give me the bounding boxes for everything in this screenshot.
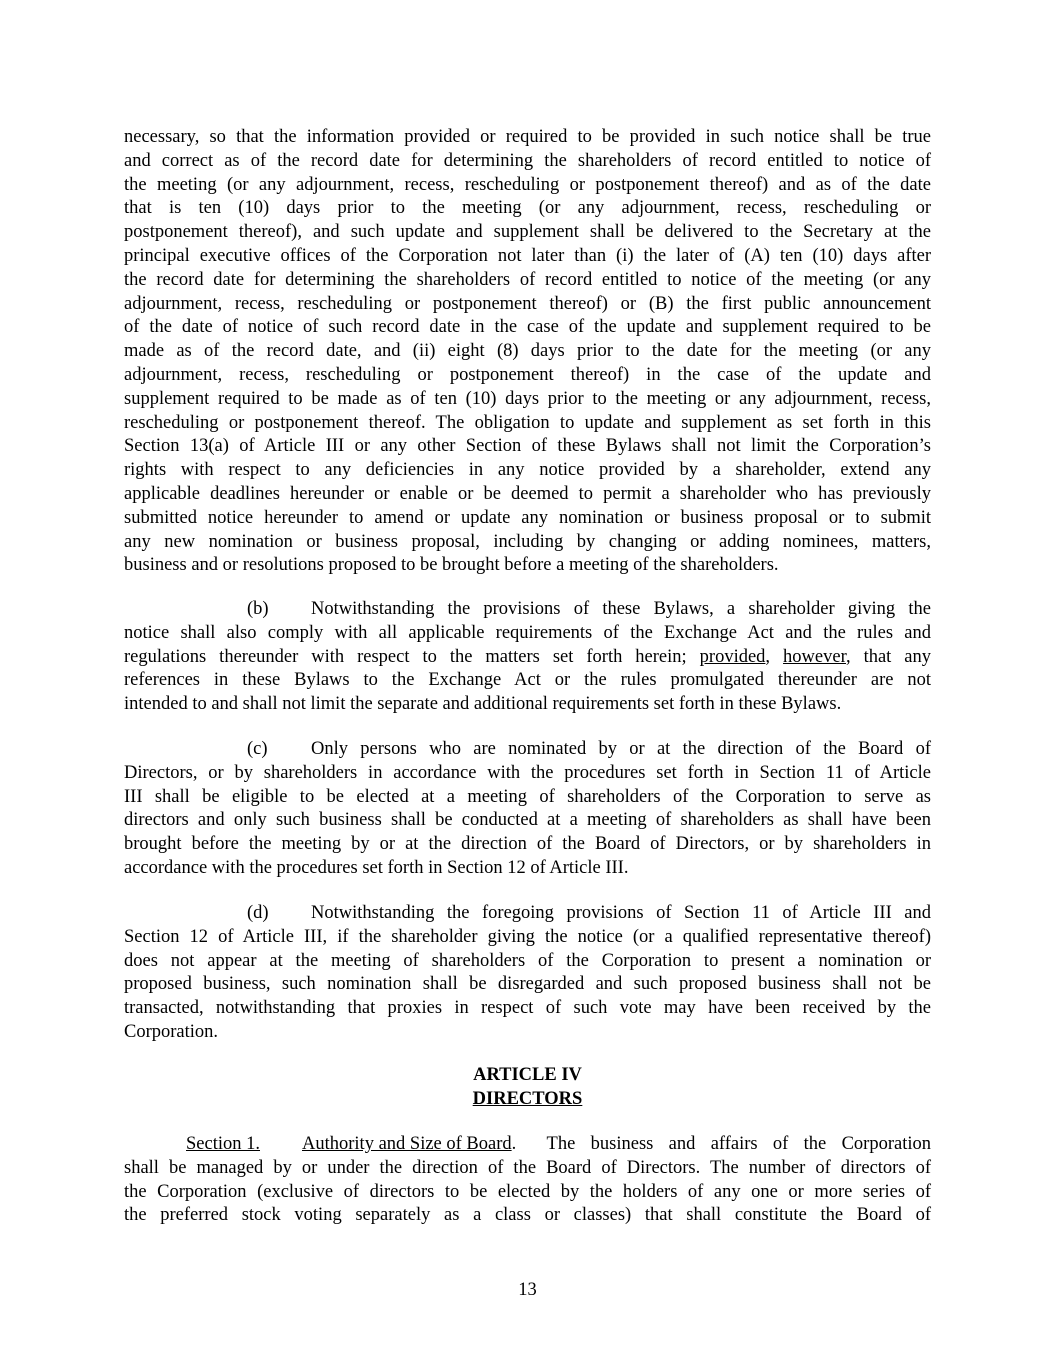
paragraph-line: references in these Bylaws to the Exchange Act or the rules promulgated thereunder are not [124, 670, 931, 691]
section-heading: Authority and Size of Board [302, 1134, 512, 1154]
paragraph-label: (b) [247, 599, 269, 619]
paragraph-line: does not appear at the meeting of shareholders of the Corporation to present a nomination or [124, 950, 931, 971]
paragraph-line: the meeting (or any adjournment, recess, rescheduling or postponement thereof) and as of the date [124, 174, 931, 195]
paragraph-line: directors and only such business shall be conducted at a meeting of shareholders as shall have been [124, 810, 931, 831]
article-heading [124, 1064, 931, 1112]
paragraph-line: Section 13(a) of Article III or any other Section of these Bylaws shall not limit the Corporation’s [124, 436, 931, 457]
paragraph-line: necessary, so that the information provided or required to be provided in such notice shall be true [124, 127, 931, 147]
paragraph-line: submitted notice hereunder to amend or update any nomination or business proposal or to submit [124, 507, 931, 528]
paragraph-line: business and or resolutions proposed to be brought before a meeting of the shareholders. [124, 555, 779, 576]
paragraph-line: rights with respect to any deficiencies in any notice provided by a shareholder, extend any [124, 460, 931, 481]
paragraph-line: supplement required to be made as of ten (10) days prior to the meeting or any adjournment, recess, [124, 388, 931, 409]
paragraph-line: adjournment, recess, rescheduling or postponement thereof) or (B) the first public announcement [124, 293, 931, 314]
paragraph-line: brought before the meeting by or at the direction of the Board of Directors, or by shareholders in [124, 834, 931, 855]
paragraph-line: transacted, notwithstanding that proxies in respect of such vote may have been received by the [124, 998, 931, 1019]
paragraph-line: adjournment, recess, rescheduling or postponement thereof) in the case of the update and [124, 364, 931, 385]
article-title: DIRECTORS [472, 1088, 583, 1109]
paragraph-line: intended to and shall not limit the separate and additional requirements set forth in these Bylaws. [124, 694, 842, 715]
paragraph-line: Section 12 of Article III, if the shareholder giving the notice (or a qualified representative thereof) [124, 926, 931, 947]
paragraph-line: the Corporation (exclusive of directors to be elected by the holders of any one or more series of [124, 1181, 931, 1202]
paragraph-line: and correct as of the record date for determining the shareholders of record entitled to notice of [124, 150, 931, 171]
paragraph-text: Only persons who are nominated by or at the direction of the Board of [311, 739, 931, 759]
paragraph-a-continued [124, 126, 931, 578]
section-label: Section 1. [186, 1134, 260, 1154]
paragraph-line: made as of the record date, and (ii) eight (8) days prior to the date for the meeting (or any [124, 341, 931, 362]
paragraph-line: postponement thereof), and such update and supplement shall be delivered to the Secretary at the [124, 222, 931, 243]
paragraph-label: (c) [247, 739, 268, 759]
paragraph-line: notice shall also comply with all applicable requirements of the Exchange Act and the rules and [124, 622, 931, 643]
provided-term: provided [699, 646, 766, 667]
paragraph-line: applicable deadlines hereunder or enable or be deemed to permit a shareholder who has previously [124, 483, 931, 504]
paragraph-line: rescheduling or postponement thereof. The obligation to update and supplement as set forth in this [124, 412, 931, 433]
paragraph-line: Corporation. [124, 1021, 219, 1042]
paragraph-line: the record date for determining the shareholders of record entitled to notice of the meeting (or any [124, 269, 931, 290]
paragraph-line: of the date of notice of such record date in the case of the update and supplement required to be [124, 317, 931, 338]
however-term: however [783, 646, 846, 667]
text: regulations thereunder with respect to the matters set forth herein; [124, 646, 700, 667]
paragraph-line: proposed business, such nomination shall be disregarded and such proposed business shall not be [124, 974, 931, 995]
paragraph-line: principal executive offices of the Corporation not later than (i) the later of (A) ten (10) days after [124, 245, 931, 266]
paragraph-line: any new nomination or business proposal, including by changing or adding nominees, matters, [124, 531, 931, 552]
paragraph-line [124, 646, 931, 670]
paragraph-text: Notwithstanding the provisions of these Bylaws, a shareholder giving the [311, 599, 931, 619]
paragraph-line: III shall be eligible to be elected at a meeting of shareholders of the Corporation to serve as [124, 786, 931, 807]
paragraph-line: Directors, or by shareholders in accordance with the procedures set forth in Section 11 of Article [124, 762, 931, 783]
paragraph-text: . The business and affairs of the Corporation [511, 1134, 931, 1154]
article-number: ARTICLE IV [473, 1065, 582, 1085]
paragraph-line: shall be managed by or under the direction of the Board of Directors. The number of directors of [124, 1157, 931, 1178]
page-number: 13 [518, 1280, 537, 1300]
paragraph-line: that is ten (10) days prior to the meeting (or any adjournment, recess, rescheduling or [124, 198, 931, 219]
paragraph-label: (d) [247, 903, 269, 923]
paragraph-b [124, 598, 931, 717]
paragraph-c [124, 738, 931, 881]
text: , that any [845, 646, 932, 667]
paragraph-text: Notwithstanding the foregoing provisions of Section 11 of Article III and [311, 903, 931, 923]
paragraph-d [124, 902, 931, 1045]
paragraph-line: accordance with the procedures set forth in Section 12 of Article III. [124, 857, 629, 878]
text: , [765, 646, 784, 667]
section-1 [124, 1133, 931, 1228]
paragraph-line: the preferred stock voting separately as a class or classes) that shall constitute the Board of [124, 1205, 931, 1226]
